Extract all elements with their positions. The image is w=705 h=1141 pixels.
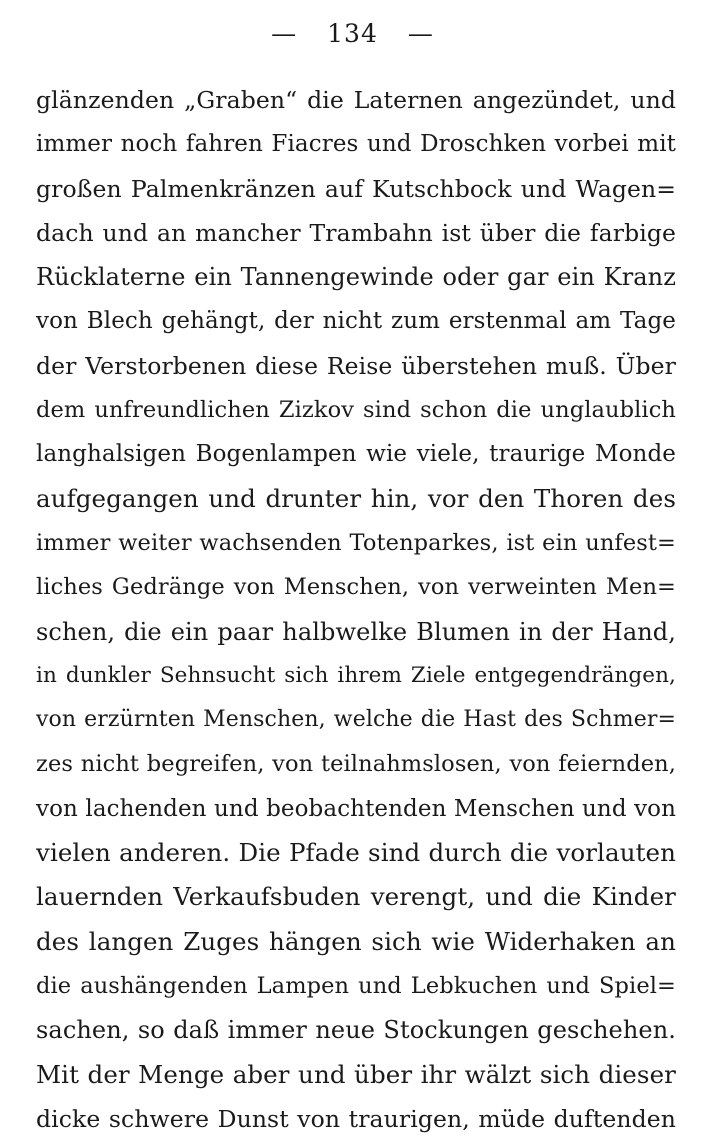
page-header (0, 16, 705, 50)
text-line: der Verstorbenen diese Reise überstehen muß. Über (36, 351, 676, 380)
text-line: Mit der Menge aber und über ihr wälzt sich dieser (36, 1059, 676, 1089)
text-line: großen Palmenkränzen auf Kutschbock und Wagen= (36, 174, 676, 203)
text-line: glänzenden „Graben“ die Laternen angezündet, und (36, 86, 676, 114)
text-line: vielen anderen. Die Pfade sind durch die vorlauten (36, 838, 676, 868)
text-line: immer weiter wachsenden Totenparkes, ist ein unfest= (36, 529, 676, 556)
text-line: immer noch fahren Fiacres und Droschken vorbei mit (36, 131, 676, 158)
text-line: die aushängenden Lampen und Lebkuchen und Spiel= (36, 972, 676, 999)
text-line: dach und an mancher Trambahn ist über die farbige (36, 218, 676, 247)
text-line: in dunkler Sehnsucht sich ihrem Ziele entgegendrängen, (36, 662, 676, 688)
header-dash-left: — (271, 18, 298, 48)
text-line: liches Gedränge von Menschen, von verweinten Men= (36, 574, 676, 601)
header-dash-right: — (407, 18, 434, 48)
text-line: langhalsigen Bogenlampen wie viele, traurige Monde (36, 441, 676, 468)
text-line: von Blech gehängt, der nicht zum erstenmal am Tage (36, 308, 676, 335)
text-line: zes nicht begreifen, von teilnahmslosen, von feiernden, (36, 751, 676, 778)
text-line: lauernden Verkaufsbuden verengt, und die Kinder (36, 882, 676, 912)
text-line: von lachenden und beobachtenden Menschen und von (36, 795, 676, 822)
text-line: des langen Zuges hängen sich wie Widerhaken an (36, 926, 676, 956)
text-line: sachen, so daß immer neue Stockungen geschehen. (36, 1016, 676, 1045)
text-line: Rücklaterne ein Tannengewinde oder gar ein Kranz (36, 263, 676, 292)
body-text (36, 78, 676, 1141)
text-line: dem unfreundlichen Zizkov sind schon die unglaublich (36, 397, 676, 424)
text-line: dicke schwere Dunst von traurigen, müde duftenden (36, 1104, 676, 1133)
page-number: 134 (327, 18, 378, 48)
text-line: aufgegangen und drunter hin, vor den Thoren des (36, 483, 676, 513)
text-line: von erzürnten Menschen, welche die Hast des Schmer= (36, 707, 676, 733)
text-line: schen, die ein paar halbwelke Blumen in der Hand, (36, 617, 676, 646)
